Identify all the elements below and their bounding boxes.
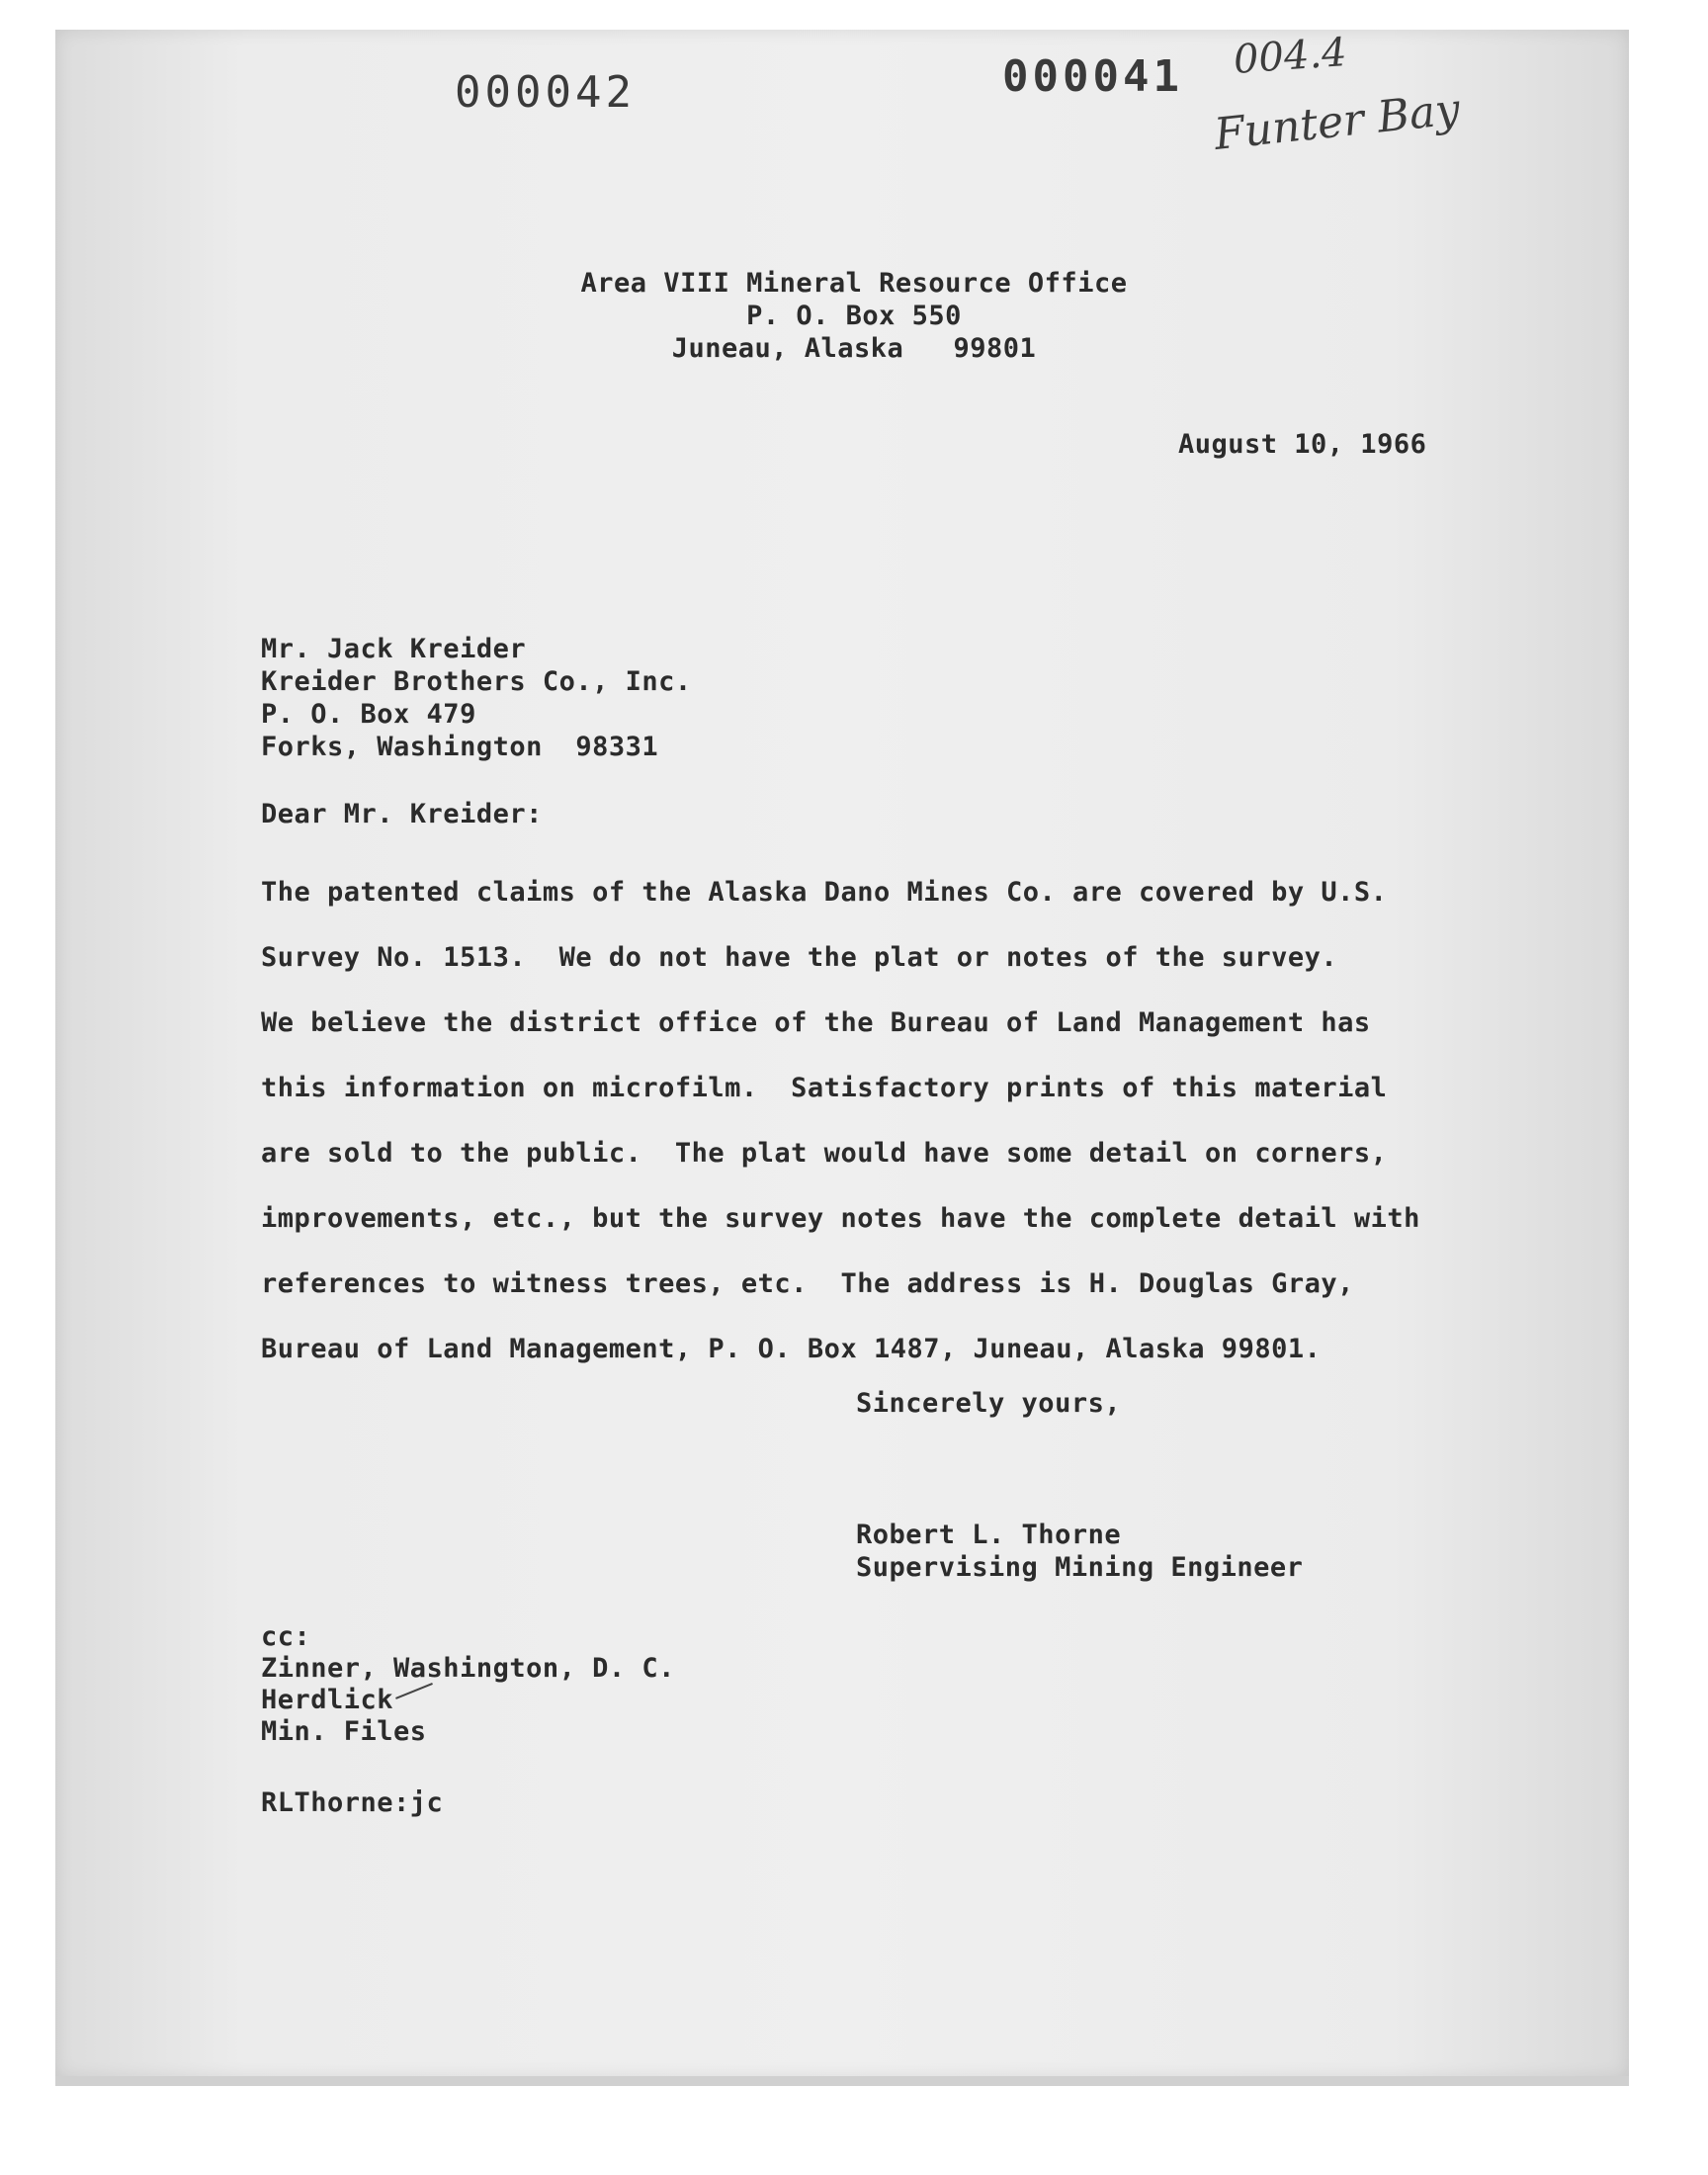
handwritten-file-code: 004.4 [1232, 30, 1348, 83]
signer-name: Robert L. Thorne [856, 1520, 1122, 1550]
letter-body [261, 860, 1427, 1382]
body-line: are sold to the public. The plat would have some detail on corners, [261, 1138, 1388, 1169]
typist-initials: RLThorne:jc [261, 1787, 444, 1818]
cc-block [261, 1621, 675, 1748]
letterhead [0, 267, 1708, 365]
page-bottom-edge [55, 2076, 1629, 2086]
letterhead-po-box: P. O. Box 550 [746, 301, 962, 331]
cc-recipient: Min. Files [261, 1716, 427, 1747]
body-line: We believe the district office of the Bureau of Land Management has [261, 1007, 1371, 1038]
signature-block [856, 1519, 1303, 1584]
body-line: The patented claims of the Alaska Dano Mines Co. are covered by U.S. [261, 877, 1388, 908]
body-line: improvements, etc., but the survey notes have the complete detail with [261, 1203, 1420, 1234]
addressee-name: Mr. Jack Kreider [261, 634, 527, 664]
cc-recipient: Zinner, Washington, D. C. [261, 1653, 675, 1684]
body-line: this information on microfilm. Satisfactory prints of this material [261, 1073, 1388, 1103]
handwritten-place-note: Funter Bay [1212, 84, 1463, 160]
body-line: Bureau of Land Management, P. O. Box 1487, Juneau, Alaska 99801. [261, 1334, 1322, 1364]
addressee-block [261, 633, 692, 763]
addressee-po-box: P. O. Box 479 [261, 699, 476, 730]
signer-title: Supervising Mining Engineer [856, 1552, 1304, 1583]
salutation: Dear Mr. Kreider: [261, 799, 543, 829]
closing: Sincerely yours, [856, 1388, 1122, 1419]
serial-number: 000041 [1002, 51, 1183, 102]
letterhead-city: Juneau, Alaska 99801 [671, 333, 1037, 364]
serial-number-flipped: 000042 [455, 67, 636, 118]
letter-date: August 10, 1966 [1178, 429, 1427, 460]
cc-recipient: Herdlick [261, 1685, 394, 1715]
letterhead-office: Area VIII Mineral Resource Office [580, 268, 1128, 299]
body-line: Survey No. 1513. We do not have the plat or notes of the survey. [261, 942, 1338, 973]
addressee-company: Kreider Brothers Co., Inc. [261, 666, 692, 697]
cc-label: cc: [261, 1621, 311, 1652]
body-line: references to witness trees, etc. The address is H. Douglas Gray, [261, 1268, 1354, 1299]
addressee-city: Forks, Washington 98331 [261, 732, 659, 762]
